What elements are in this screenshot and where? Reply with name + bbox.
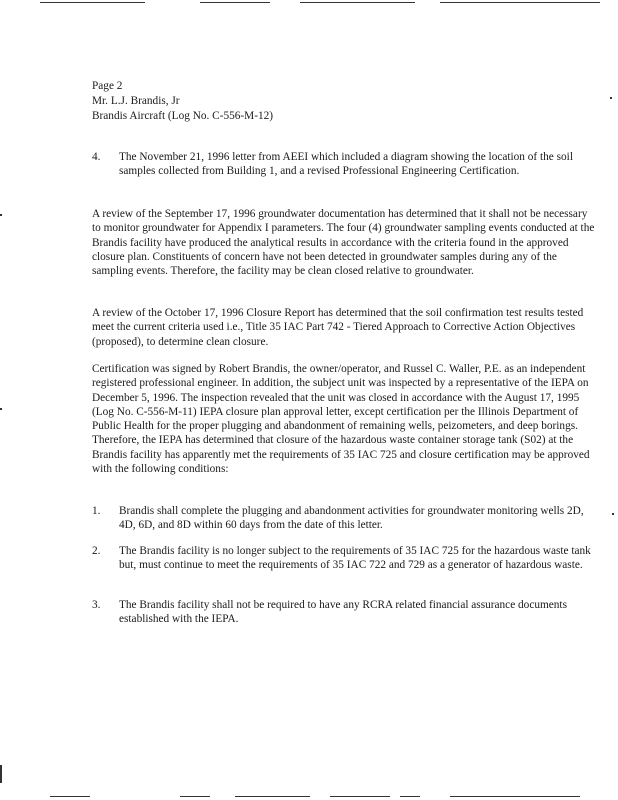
scan-line-top-3 [300,2,415,3]
scan-line-bottom-3 [235,796,310,797]
condition-item-1 [92,504,597,533]
condition-text: The Brandis facility shall not be required to have any RCRA related financial assurance documents established with the IEPA. [119,599,567,626]
paragraph-groundwater: A review of the September 17, 1996 groundwater documentation has determined that it shall not be necessary to monitor groundwater for Appendix I parameters. The four (4) groundwater sampling events conducted at the Brandis facility have produced the analytical results in accordance with the criteria found in the approved closure plan. Constituents of concern have not been detected in groundwater samples during any of the sampling events. Therefore, the facility may be clean closed relative to groundwater. [92,208,595,278]
scan-mark-left-3 [0,765,2,783]
page-number: Page 2 [92,80,123,92]
scan-line-bottom-5 [400,796,420,797]
scan-line-top-1 [40,2,145,3]
scan-line-bottom-2 [180,796,210,797]
recipient-name: Mr. L.J. Brandis, Jr [92,95,180,107]
condition-item-2 [92,544,597,573]
condition-number: 2. [92,545,101,557]
condition-number: 1. [92,505,101,517]
scan-mark-left-2 [0,408,2,410]
scan-line-top-4 [440,2,600,3]
scan-mark-right-1 [610,97,612,99]
paragraph-certification: Certification was signed by Robert Brandis, the owner/operator, and Russel C. Waller, P.E. as an independent registered professional engineer. In addition, the subject unit was inspected by a representative of the IEPA on December 5, 1996. The inspection revealed that the unit was closed in accordance with the August 17, 1995 (Log No. C-556-M-11) IEPA closure plan approval letter, except certification per the Illinois Department of Public Health for the proper plugging and abandonment of remaining wells, peizometers, and deep borings. Therefore, the IEPA has determined that closure of the hazardous waste container storage tank (S02) at the Brandis facility has apparently met the requirements of 35 IAC 725 and closure certification may be approved with the following conditions: [92,363,590,476]
condition-item-3 [92,598,597,627]
condition-number: 3. [92,599,101,611]
condition-text: Brandis shall complete the plugging and abandonment activities for groundwater monitoring wells 2D, 4D, 6D, and 8D within 60 days from the date of this letter. [119,505,584,532]
company-log: Brandis Aircraft (Log No. C-556-M-12) [92,110,274,122]
letter-header [92,79,273,124]
list-item-text: The November 21, 1996 letter from AEEI which included a diagram showing the location of the soil samples collected from Building 1, and a revised Professional Engineering Certification. [119,151,573,178]
scan-line-bottom-4 [330,796,390,797]
scan-line-bottom-1 [50,796,90,797]
paragraph-closure-report: A review of the October 17, 1996 Closure Report has determined that the soil confirmation test results tested meet the current criteria used i.e., Title 35 IAC Part 742 - Tiered Approach to Corrective Action Objectives (proposed), to determine clean closure. [92,307,584,348]
scan-line-top-2 [200,2,270,3]
scan-mark-left-1 [0,214,2,216]
scan-line-bottom-6 [450,796,580,797]
list-item-number: 4. [92,151,101,163]
scan-mark-right-2 [612,513,614,515]
list-item-4 [92,150,597,179]
condition-text: The Brandis facility is no longer subject to the requirements of 35 IAC 725 for the hazardous waste tank but, must continue to meet the requirements of 35 IAC 722 and 729 as a generator of hazardous waste. [119,545,591,572]
